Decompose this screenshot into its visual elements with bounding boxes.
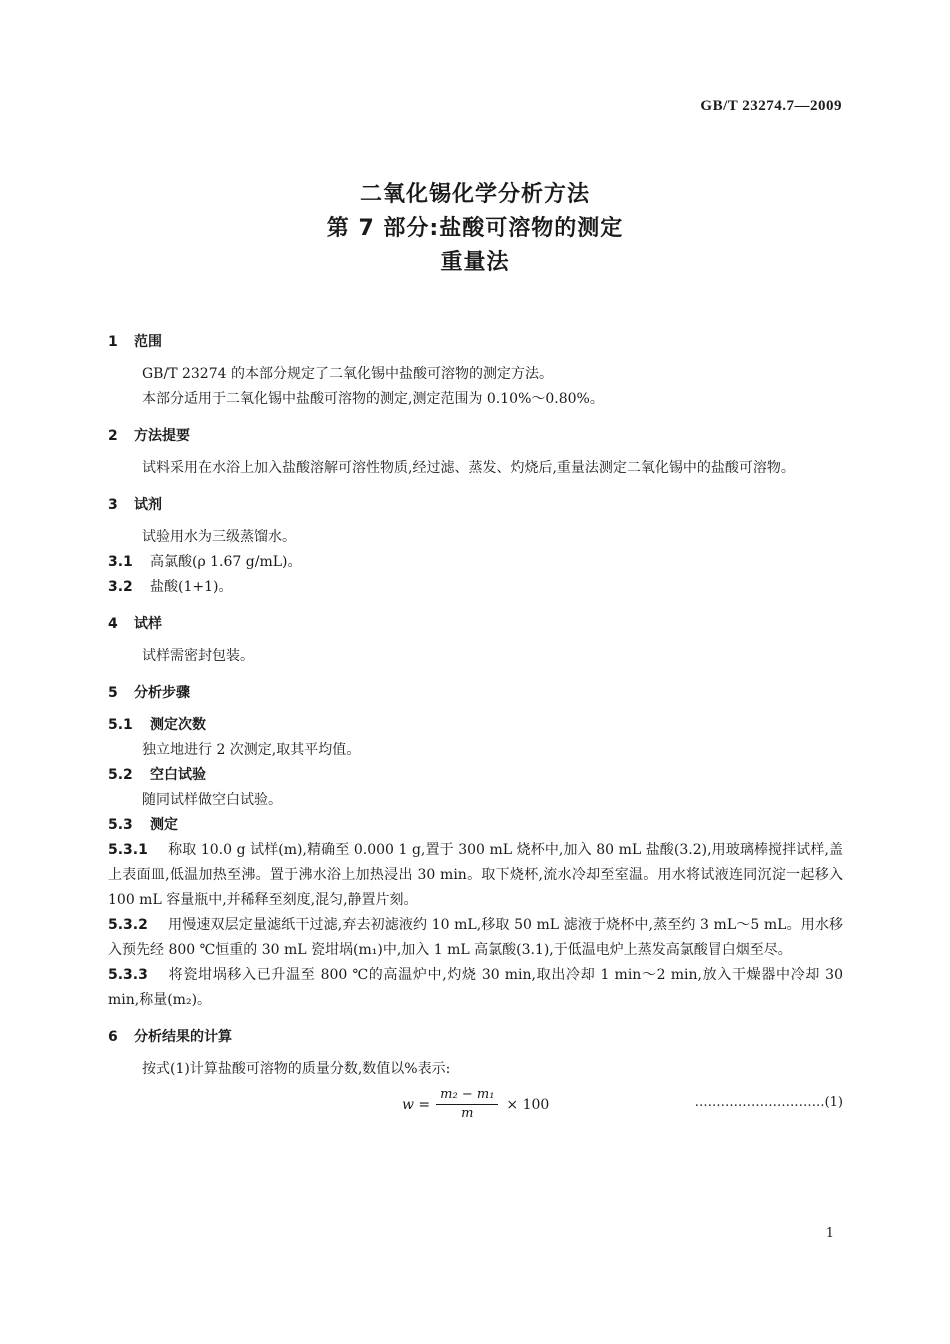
section-2-para-1: 试料采用在水浴上加入盐酸溶解可溶性物质,经过滤、蒸发、灼烧后,重量法测定二氧化锡中的盐酸可溶物。 — [142, 460, 795, 476]
section-title: 分析步骤 — [134, 685, 190, 701]
paragraph-5-3-2 — [108, 913, 843, 963]
reagent-item-3-2 — [108, 575, 843, 600]
section-1-heading — [108, 332, 843, 352]
page-number: 1 — [825, 1226, 834, 1241]
item-text: 盐酸(1+1)。 — [150, 579, 233, 595]
paragraph-5-3-3 — [108, 963, 843, 1013]
section-2-heading — [108, 426, 843, 446]
section-number: 4 — [108, 616, 118, 632]
paragraph-5-3-1 — [108, 838, 843, 913]
section-3-heading — [108, 495, 843, 515]
subsection-5-2-heading — [108, 763, 843, 788]
section-number: 5 — [108, 685, 118, 701]
section-number: 2 — [108, 428, 118, 444]
subsection-5-1-heading — [108, 713, 843, 738]
section-6-heading — [108, 1027, 843, 1047]
title-line-3: 重量法 — [440, 250, 510, 275]
document-title — [0, 178, 950, 280]
standard-code: GB/T 23274.7—2009 — [700, 98, 842, 114]
section-title: 试剂 — [134, 497, 162, 513]
paragraph-text: 将瓷坩埚移入已升温至 800 ℃的高温炉中,灼烧 30 min,取出冷却 1 min～2 min,放入干燥器中冷却 30 min,称量(m₂)。 — [108, 967, 843, 1008]
formula-fraction — [436, 1086, 498, 1123]
section-1-para-1: GB/T 23274 的本部分规定了二氧化锡中盐酸可溶物的测定方法。 — [142, 366, 553, 382]
subsection-number: 5.2 — [108, 767, 133, 783]
section-5-heading — [108, 683, 843, 703]
reagent-item-3-1 — [108, 550, 843, 575]
paragraph-text: 用慢速双层定量滤纸干过滤,弃去初滤液约 10 mL,移取 50 mL 滤液于烧杯中,蒸至约 3 mL～5 mL。用水移入预先经 800 ℃恒重的 30 mL 瓷坩埚(m₁)中,加入 1 mL 高氯酸(3.1),于低温电炉上蒸发高氯酸冒白烟至尽。 — [108, 917, 843, 958]
item-number: 3.1 — [108, 554, 133, 570]
item-text: 高氯酸(ρ 1.67 g/mL)。 — [150, 554, 302, 570]
title-line-1: 二氧化锡化学分析方法 — [359, 182, 590, 207]
section-title: 方法提要 — [134, 428, 190, 444]
subsection-5-2-text: 随同试样做空白试验。 — [142, 792, 282, 808]
section-6-para-1: 按式(1)计算盐酸可溶物的质量分数,数值以%表示: — [142, 1061, 451, 1077]
section-title: 范围 — [134, 334, 162, 350]
section-4-para-1: 试样需密封包装。 — [142, 648, 254, 664]
subsection-5-3-heading — [108, 813, 843, 838]
paragraph-number: 5.3.2 — [108, 917, 148, 933]
paragraph-number: 5.3.3 — [108, 967, 148, 983]
formula-1 — [108, 1086, 843, 1126]
title-line-2: 第 7 部分:盐酸可溶物的测定 — [326, 216, 624, 241]
subsection-title: 测定次数 — [150, 717, 206, 733]
section-number: 6 — [108, 1029, 118, 1045]
formula-numerator: m₂ − m₁ — [436, 1086, 498, 1105]
section-3-para-1: 试验用水为三级蒸馏水。 — [142, 529, 296, 545]
subsection-number: 5.1 — [108, 717, 133, 733]
subsection-number: 5.3 — [108, 817, 133, 833]
section-title: 试样 — [134, 616, 162, 632]
subsection-title: 测定 — [150, 817, 178, 833]
paragraph-number: 5.3.1 — [108, 842, 148, 858]
formula-expression — [402, 1086, 549, 1123]
document-body — [108, 332, 843, 1126]
section-title: 分析结果的计算 — [134, 1029, 232, 1045]
section-number: 1 — [108, 334, 118, 350]
subsection-5-1-text: 独立地进行 2 次测定,取其平均值。 — [142, 742, 361, 758]
item-number: 3.2 — [108, 579, 133, 595]
section-number: 3 — [108, 497, 118, 513]
formula-denominator: m — [461, 1106, 474, 1121]
equation-number: …………………………(1) — [694, 1095, 843, 1110]
paragraph-text: 称取 10.0 g 试样(m),精确至 0.000 1 g,置于 300 mL 烧杯中,加入 80 mL 盐酸(3.2),用玻璃棒搅拌试样,盖上表面皿,低温加热至沸。置于沸水浴上加热浸出 30 min。取下烧杯,流水冷却至室温。用水将试液连同沉淀一起移入 100 mL 容量瓶中,并稀释至刻度,混匀,静置片刻。 — [108, 842, 843, 908]
formula-rhs: × 100 — [506, 1096, 550, 1113]
section-4-heading — [108, 614, 843, 634]
formula-lhs: w = — [402, 1096, 431, 1113]
section-1-para-2: 本部分适用于二氧化锡中盐酸可溶物的测定,测定范围为 0.10%～0.80%。 — [142, 391, 604, 407]
subsection-title: 空白试验 — [150, 767, 206, 783]
